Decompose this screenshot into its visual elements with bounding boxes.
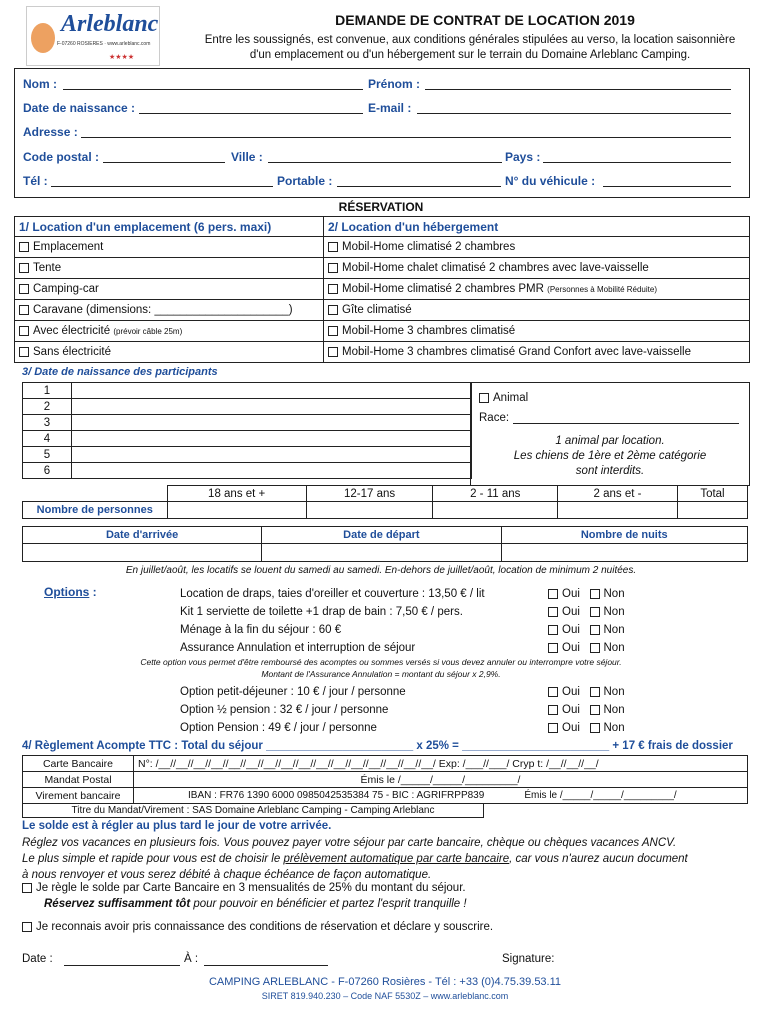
pays-field[interactable] [543,150,731,163]
count-adults[interactable] [167,502,306,519]
ville-label: Ville : [231,150,263,164]
option-3-choice[interactable]: Oui Non [548,621,625,639]
reservation-table [14,216,750,363]
nom-label: Nom : [23,77,57,91]
checkbox-icon[interactable] [548,705,558,715]
solde-text: Réglez vos vacances en plusieurs fois. Vous pouvez payer votre séjour par carte bancaire, chèque ou chèques vacances ANCV. Le plus simple et rapide pour vous est de choisir le prélèvement automatique par carte bancaire, car vous n'aurez aucun document à nous renvoyer et vous serez débité à chaque échéance de façon automatique. [22,837,688,881]
pension-3-choice[interactable]: Oui Non [548,719,625,737]
opt-gite[interactable]: Gîte climatisé [324,300,750,321]
checkbox-icon[interactable] [590,589,600,599]
checkbox-icon[interactable] [19,347,29,357]
virement-field[interactable]: IBAN : FR76 1390 6000 0985042535384 75 - BIC : AGRIFRPP839 Émis le /_____/_____/_________/ [134,788,748,804]
checkbox-icon[interactable] [19,284,29,294]
checkbox-icon[interactable] [590,723,600,733]
checkbox-icon[interactable] [328,326,338,336]
options-choices [548,585,625,657]
date-field[interactable] [64,953,180,966]
count-children[interactable] [433,502,558,519]
checkbox-icon[interactable] [328,242,338,252]
camping-logo [26,6,160,66]
opt-mh3-confort[interactable]: Mobil-Home 3 chambres climatisé Grand Confort avec lave-vaisselle [324,342,750,363]
participant-3-field[interactable] [72,415,472,431]
options-list: Location de draps, taies d'oreiller et couverture : 13,50 € / lit Kit 1 serviette de toilette +1 drap de bain : 7,50 € / pers. Ménage à la fin du séjour : 60 € Assurance Annulation et interruption de séjour [180,588,485,654]
email-label: E-mail : [368,101,412,115]
opt-tente[interactable]: Tente [15,258,324,279]
pension-list: Option petit-déjeuner : 10 € / jour / personne Option ½ pension : 32 € / jour / personne Option Pension : 49 € / jour / personne [180,686,406,734]
checkbox-icon[interactable] [328,263,338,273]
dates-table: Date d'arrivée Date de départ Nombre de nuits [22,526,748,562]
nom-field[interactable] [63,77,363,90]
adresse-field[interactable] [81,125,731,138]
animal-box [470,382,750,486]
opt-chalet[interactable]: Mobil-Home chalet climatisé 2 chambres avec lave-vaisselle [324,258,750,279]
checkbox-icon[interactable] [590,625,600,635]
titulaire: Titre du Mandat/Virement : SAS Domaine Arleblanc Camping - Camping Arleblanc [22,803,484,818]
animal-note: 1 animal par location. Les chiens de 1ère et 2ème catégorie sont interdits. [513,435,707,477]
ville-field[interactable] [268,150,502,163]
participant-5-field[interactable] [72,447,472,463]
logo-tagline: F-07260 ROSIERES · www.arleblanc.com [57,41,151,47]
animal-option[interactable]: Animal [479,392,528,404]
portable-field[interactable] [337,174,501,187]
opt-mh2[interactable]: Mobil-Home climatisé 2 chambres [324,237,750,258]
participant-2-field[interactable] [72,399,472,415]
signature-label: Signature: [502,953,555,965]
checkbox-icon[interactable] [19,242,29,252]
nb-personnes-label: Nombre de personnes [23,502,168,519]
vehicule-field[interactable] [603,174,731,187]
carte-field[interactable]: N°: /__//__//__//__//__//__//__//__//__//__//__//__//__//__//__//__/ Exp: /___//___/ Cryp t: /__//__//__/ [134,756,748,772]
participant-4-field[interactable] [72,431,472,447]
checkbox-icon[interactable] [548,589,558,599]
identity-box [14,68,750,198]
cp-label: Code postal : [23,150,100,164]
payment-table: Carte Bancaire N°: /__//__//__//__//__//__//__//__//__//__//__//__//__//__//__//__/ Exp: /___//___/ Cryp t: /__//__//__/ Mandat Postal Émis le /_____/_____/_________/ Virement bancaire IBAN : FR76 1390 6000 0985042535384 75 - BIC : AGRIFRPP839 Émis le /_____/_____/_________/ [22,755,748,804]
participants-title: 3/ Date de naissance des participants [22,366,218,378]
checkbox-icon[interactable] [548,723,558,733]
logo-brand: Arleblanc [61,11,159,37]
pension-1-choice[interactable]: Oui Non [548,683,625,701]
payment-title: 4/ Règlement Acompte TTC : Total du séjour _______________________ x 25% = _______________________ + 17 € frais de dossier [22,740,733,752]
checkbox-icon[interactable] [22,922,32,932]
footer-siret: SIRET 819.940.230 – Code NAF 5530Z – www.arleblanc.com [261,991,509,1001]
checkbox-icon[interactable] [328,347,338,357]
checkbox-icon[interactable] [19,263,29,273]
date-label: Date : [22,953,53,965]
opt-sans-electricite[interactable]: Sans électricité [15,342,324,363]
checkbox-icon[interactable] [548,643,558,653]
option-2-choice[interactable]: Oui Non [548,603,625,621]
reconnais-check[interactable]: Je reconnais avoir pris connaissance des conditions de réservation et déclare y souscrire. [22,921,493,933]
pension-2-choice[interactable]: Oui Non [548,701,625,719]
opt-caravane[interactable]: Caravane (dimensions: _____________________) [15,300,324,321]
opt-emplacement[interactable]: Emplacement [15,237,324,258]
depart-field[interactable] [262,544,501,562]
tel-field[interactable] [51,174,273,187]
arrivee-field[interactable] [23,544,262,562]
checkbox-icon[interactable] [548,607,558,617]
email-field[interactable] [417,101,731,114]
checkbox-icon[interactable] [328,284,338,294]
page-title: DEMANDE DE CONTRAT DE LOCATION 2019 [335,12,635,28]
checkbox-icon[interactable] [590,687,600,697]
col2-title: 2/ Location d'un hébergement [324,217,750,237]
adresse-label: Adresse : [23,125,78,139]
naissance-field[interactable] [139,101,363,114]
reservation-heading: RÉSERVATION [338,200,424,214]
checkbox-icon[interactable] [590,705,600,715]
count-total[interactable] [677,502,747,519]
opt-campingcar[interactable]: Camping-car [15,279,324,300]
checkbox-icon[interactable] [590,643,600,653]
lieu-field[interactable] [204,953,328,966]
solde-title: Le solde est à régler au plus tard le jour de votre arrivée. [22,820,332,832]
mandat-field[interactable]: Émis le /_____/_____/_________/ [134,772,748,788]
logo-flower-icon [31,23,55,53]
opt-pmr[interactable]: Mobil-Home climatisé 2 chambres PMR (Personnes à Mobilité Réduite) [324,279,750,300]
checkbox-icon[interactable] [19,305,29,315]
race-field[interactable] [513,411,739,424]
checkbox-icon[interactable] [479,393,489,403]
vehicule-label: N° du véhicule : [505,174,596,188]
race-label: Race: [479,412,510,424]
nuits-field[interactable] [501,544,748,562]
count-babies[interactable] [558,502,678,519]
naissance-label: Date de naissance : [23,101,136,115]
prenom-label: Prénom : [368,77,421,91]
checkbox-icon[interactable] [328,305,338,315]
options-label: Options : [44,585,97,599]
participant-6-field[interactable] [72,463,472,479]
pension-choices [548,683,625,737]
opt-mh3[interactable]: Mobil-Home 3 chambres climatisé [324,321,750,342]
checkbox-icon[interactable] [22,883,32,893]
checkbox-icon[interactable] [590,607,600,617]
lieu-label: À : [184,953,199,965]
assurance-note: Cette option vous permet d'être remboursé des acomptes ou sommes versés si vous devez annuler ou interrompre votre séjour. Montant de l'Assurance Annulation = montant du séjour x 2,9%. [140,657,622,679]
prenom-field[interactable] [425,77,731,90]
col1-title: 1/ Location d'un emplacement (6 pers. maxi) [15,217,324,237]
checkbox-icon[interactable] [19,326,29,336]
checkbox-icon[interactable] [548,687,558,697]
solde-check[interactable]: Je règle le solde par Carte Bancaire en 3 mensualités de 25% du montant du séjour. [22,882,466,894]
footer-address: CAMPING ARLEBLANC - F-07260 Rosières - Tél : +33 (0)4.75.39.53.11 [208,976,562,988]
checkbox-icon[interactable] [548,625,558,635]
dates-note: En juillet/août, les locatifs se louent du samedi au samedi. En-dehors de juillet/août, location de minimum 2 nuitées. [125,565,637,576]
option-4-choice[interactable]: Oui Non [548,639,625,657]
portable-label: Portable : [277,174,333,188]
tel-label: Tél : [23,174,48,188]
participant-1-field[interactable] [72,383,472,399]
option-1-choice[interactable]: Oui Non [548,585,625,603]
opt-electricite[interactable]: Avec électricité (prévoir câble 25m) [15,321,324,342]
page-subtitle: Entre les soussignés, est convenue, aux conditions générales stipulées au verso, la location saisonnière d'un emplacement ou d'un hébergement sur le terrain du Domaine Arleblanc Camping. [204,34,736,61]
pays-label: Pays : [505,150,541,164]
count-teens[interactable] [306,502,433,519]
reserve-note: Réservez suffisamment tôt pour pouvoir en bénéficier et partez l'esprit tranquille ! [44,898,467,910]
logo-stars: ★★★★ [109,54,135,61]
participants-table: 1 2 3 4 5 6 [22,382,472,479]
age-table: 18 ans et + 12-17 ans 2 - 11 ans 2 ans et - Total Nombre de personnes [22,485,748,519]
cp-field[interactable] [103,150,225,163]
